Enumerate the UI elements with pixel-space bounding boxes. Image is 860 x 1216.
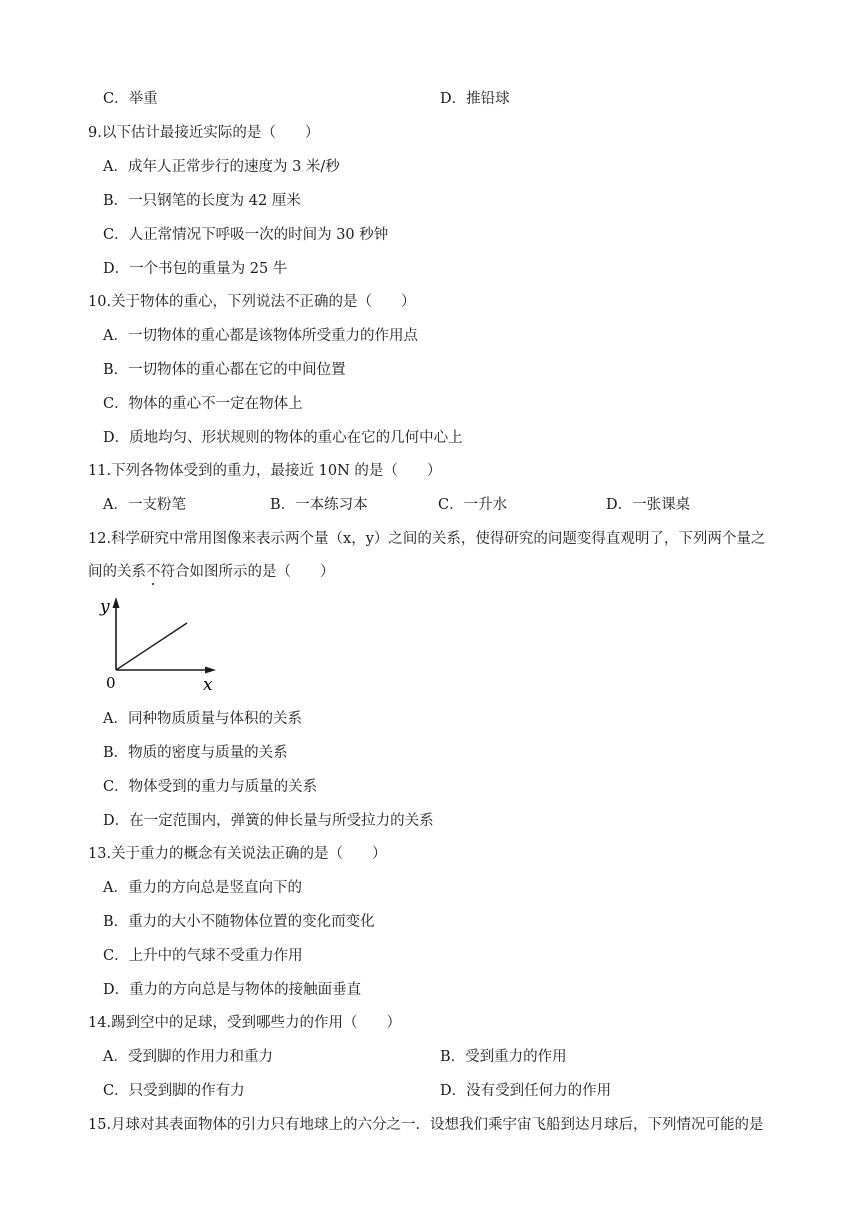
question-12-stem-pre: 间的关系 — [88, 564, 146, 580]
question-10-option-b: B．一切物体的重心都在它的中间位置 — [103, 362, 346, 378]
question-10-stem: 10.关于物体的重心，下列说法不正确的是（ ） — [88, 294, 416, 310]
question-13-option-d: D．重力的方向总是与物体的接触面垂直 — [103, 982, 362, 998]
question-9-option-d: D．一个书包的重量为 25 牛 — [103, 261, 288, 277]
origin-label: 0 — [106, 674, 116, 692]
question-14-option-a: A．受到脚的作用力和重力 — [103, 1049, 273, 1065]
question-14-option-b: B．受到重力的作用 — [440, 1049, 567, 1065]
question-9-stem: 9.以下估计最接近实际的是（ ） — [88, 125, 320, 141]
question-12-graph — [96, 592, 236, 702]
question-9-option-a: A．成年人正常步行的速度为 3 米/秒 — [103, 159, 340, 175]
question-15-stem: 15.月球对其表面物体的引力只有地球上的六分之一．设想我们乘宇宙飞船到达月球后，下列情况可能的是 — [88, 1117, 764, 1133]
x-axis-label: x — [203, 675, 213, 695]
question-13-option-a: A．重力的方向总是竖直向下的 — [103, 880, 302, 896]
y-axis-arrow — [113, 597, 120, 608]
question-12-stem-line-2 — [88, 563, 335, 581]
question-11-option-d: D．一张课桌 — [606, 497, 691, 513]
question-12-option-d: D．在一定范围内，弹簧的伸长量与所受拉力的关系 — [103, 813, 434, 829]
question-11-option-a: A．一支粉笔 — [103, 497, 186, 513]
question-14-option-c: C．只受到脚的作有力 — [103, 1083, 245, 1099]
question-11-option-b: B．一本练习本 — [270, 497, 368, 513]
option-d: D．推铅球 — [440, 91, 510, 107]
question-12-emphasis-not: 不 — [146, 564, 161, 580]
question-13-stem: 13.关于重力的概念有关说法正确的是（ ） — [88, 846, 387, 862]
question-13-option-c: C．上升中的气球不受重力作用 — [103, 948, 303, 964]
option-c: C．举重 — [103, 91, 158, 107]
question-10-option-d: D．质地均匀、形状规则的物体的重心在它的几何中心上 — [103, 430, 463, 446]
question-9-option-c: C．人正常情况下呼吸一次的时间为 30 秒钟 — [103, 227, 389, 243]
question-11-stem: 11.下列各物体受到的重力，最接近 10N 的是（ ） — [88, 463, 442, 479]
question-12-option-c: C．物体受到的重力与质量的关系 — [103, 779, 318, 795]
question-14-option-d: D．没有受到任何力的作用 — [440, 1083, 612, 1099]
question-12-stem-post: 符合如图所示的是（ ） — [160, 564, 335, 580]
question-11-option-c: C．一升水 — [438, 497, 508, 513]
question-10-option-c: C．物体的重心不一定在物体上 — [103, 396, 303, 412]
question-12-stem-line-1: 12.科学研究中常用图像来表示两个量（x，y）之间的关系，使得研究的问题变得直观明了，下列两个量之 — [88, 531, 766, 547]
question-9-option-b: B．一只钢笔的长度为 42 厘米 — [103, 193, 301, 209]
question-14-stem: 14.踢到空中的足球，受到哪些力的作用（ ） — [88, 1015, 402, 1031]
question-13-option-b: B．重力的大小不随物体位置的变化而变化 — [103, 914, 375, 930]
proportional-line — [116, 623, 187, 670]
x-axis-arrow — [205, 667, 216, 674]
question-12-option-a: A．同种物质质量与体积的关系 — [103, 711, 302, 727]
y-axis-label: y — [100, 597, 110, 617]
question-10-option-a: A．一切物体的重心都是该物体所受重力的作用点 — [103, 328, 418, 344]
question-12-option-b: B．物质的密度与质量的关系 — [103, 745, 288, 761]
